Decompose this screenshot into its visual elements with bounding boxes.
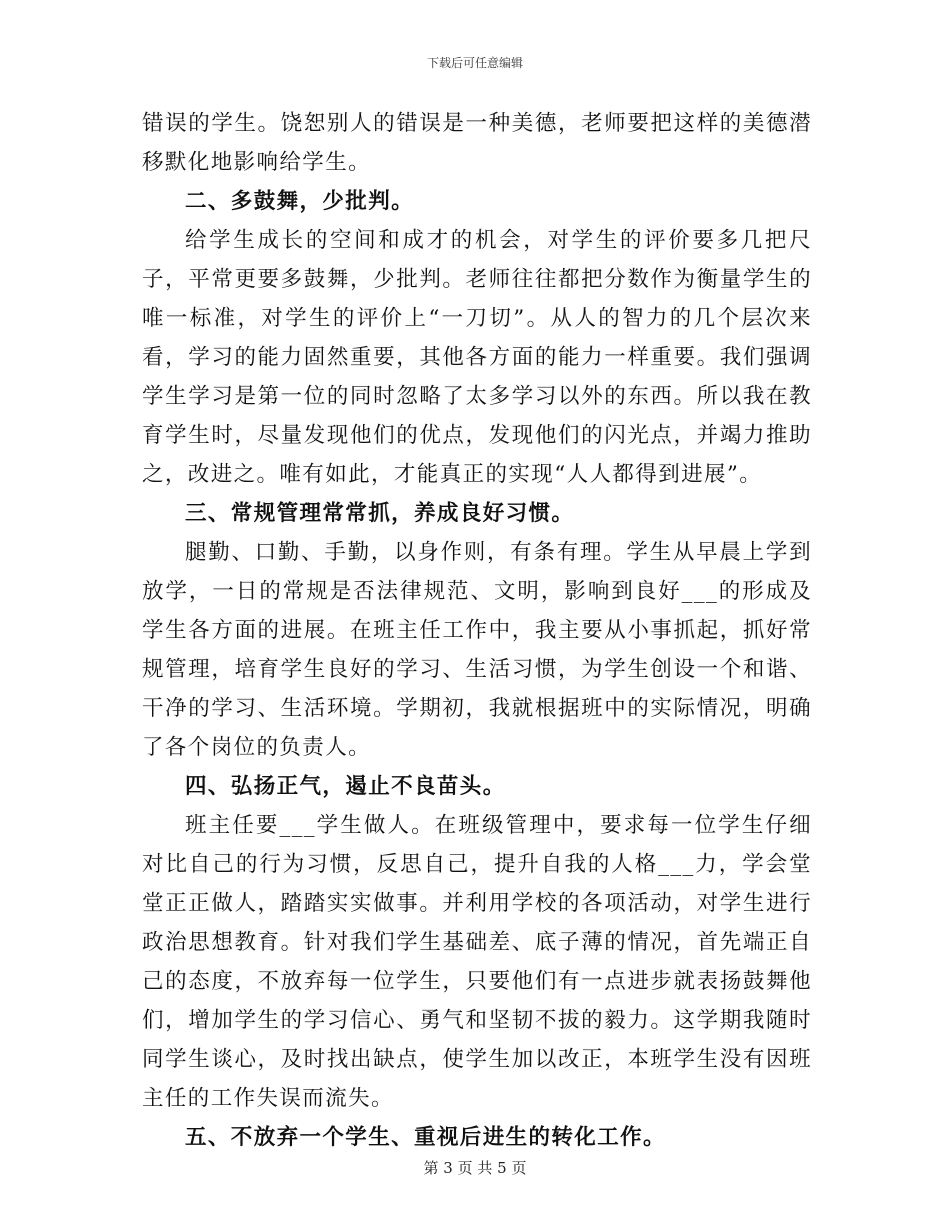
section-heading-5: 五、不放弃一个学生、重视后进生的转化工作。 [185, 1125, 666, 1150]
paragraph-section-4: 班主任要___学生做人。在班级管理中，要求每一位学生仔细对比自己的行为习惯，反思自己，提升自我的人格___力，学会堂堂正正做人，踏踏实实做事。并利用学校的各项活动，对学生进行政治思想教育。针对我们学生基础差、底子薄的情况，首先端正自己的态度，不放弃每一位学生，只要他们有一点进步就表扬鼓舞他们，增加学生的学习信心、勇气和坚韧不拔的毅力。这学期我随时同学生谈心，及时找出缺点，使学生加以改正，本班学生没有因班主任的工作失误而流失。 [142, 813, 812, 1111]
document-body [142, 104, 812, 1157]
paragraph-continued: 错误的学生。饶恕别人的错误是一种美德，老师要把这样的美德潜移默化地影响给学生。 [142, 111, 812, 175]
page-header: 下载后可任意编辑 [426, 56, 523, 70]
paragraph-section-3: 腿勤、口勤、手勤，以身作则，有条有理。学生从早晨上学到放学，一日的常规是否法律规范、文明，影响到良好___的形成及学生各方面的进展。在班主任工作中，我主要从小事抓起，抓好常规管理，培育学生良好的学习、生活习惯，为学生创设一个和谐、干净的学习、生活环境。学期初，我就根据班中的实际情况，明确了各个岗位的负责人。 [142, 540, 812, 760]
paragraph-section-2: 给学生成长的空间和成才的机会，对学生的评价要多几把尺子，平常更要多鼓舞，少批判。老师往往都把分数作为衡量学生的唯一标准，对学生的评价上“一刀切”。从人的智力的几个层次来看，学习的能力固然重要，其他各方面的能力一样重要。我们强调学生学习是第一位的同时忽略了太多学习以外的东西。所以我在教育学生时，尽量发现他们的优点，发现他们的闪光点，并竭力推助之，改进之。唯有如此，才能真正的实现“人人都得到进展”。 [142, 228, 812, 487]
section-heading-4: 四、弘扬正气，遏止不良苗头。 [185, 774, 506, 799]
page-footer: 第 3 页 共 5 页 [423, 1159, 527, 1177]
section-heading-2: 二、多鼓舞，少批判。 [185, 189, 415, 214]
section-heading-3: 三、常规管理常常抓，养成良好习惯。 [185, 501, 575, 526]
